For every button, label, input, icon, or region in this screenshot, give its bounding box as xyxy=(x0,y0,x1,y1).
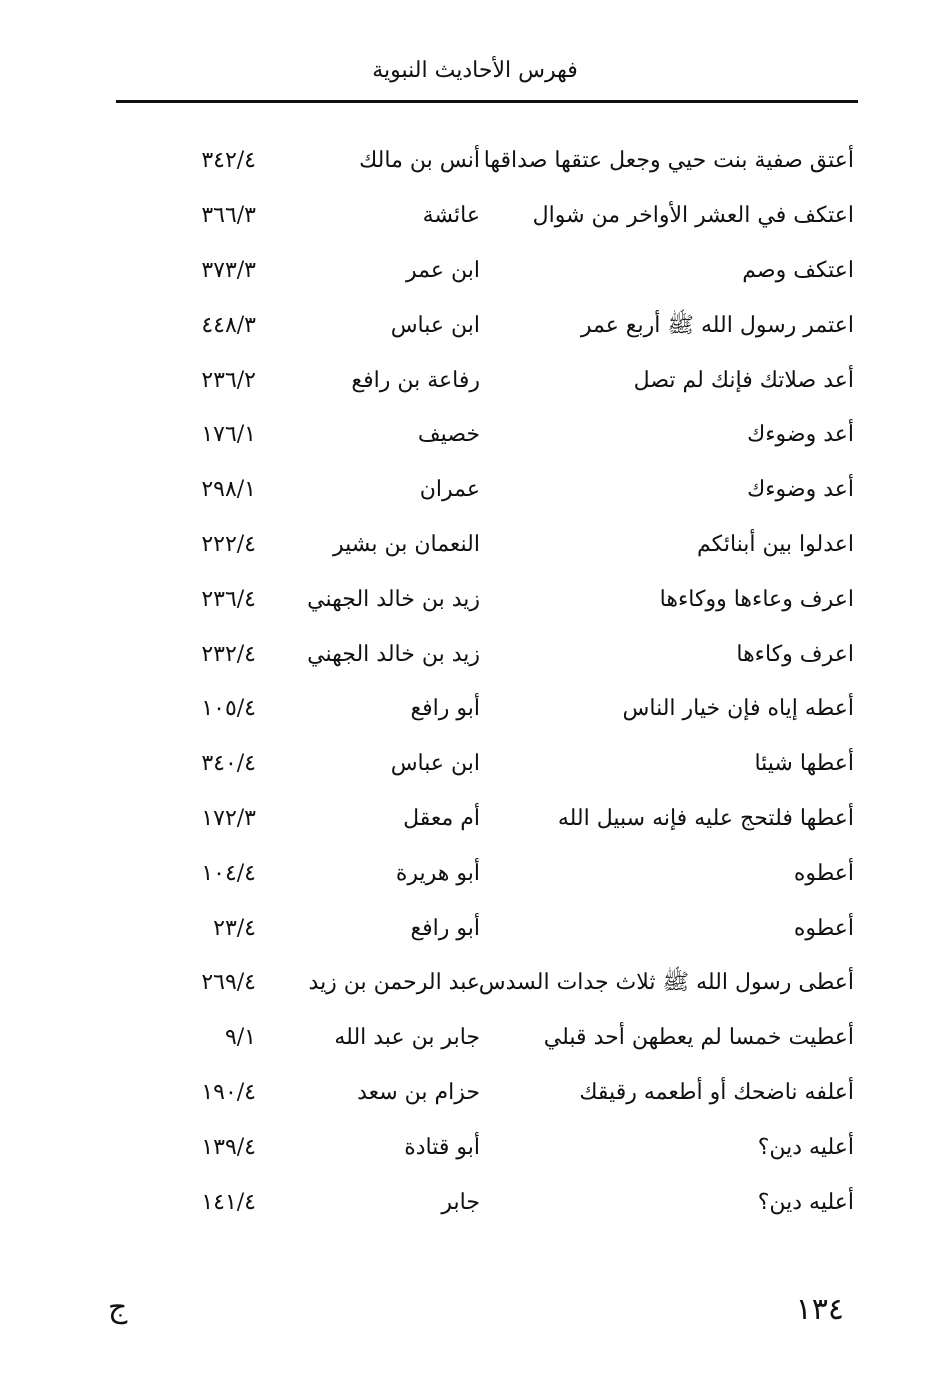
hadith-text: أعطها شيئا xyxy=(754,750,854,776)
list-item xyxy=(0,463,950,518)
volume-page-ref: ٢٦٩/٤ xyxy=(201,970,256,996)
volume-page-ref: ١٧٢/٣ xyxy=(201,805,256,831)
list-item xyxy=(0,572,950,627)
list-item xyxy=(0,134,950,189)
hadith-text: اعدلوا بين أبنائكم xyxy=(697,531,854,557)
volume-page-ref: ٢٢٢/٤ xyxy=(201,531,256,557)
narrator-name: عائشة xyxy=(422,202,480,228)
list-item xyxy=(0,1175,950,1230)
volume-page-ref: ٣٤٠/٤ xyxy=(201,750,256,776)
hadith-text: اعرف وعاءها ووكاءها xyxy=(659,586,854,612)
narrator-name: زيد بن خالد الجهني xyxy=(307,586,480,612)
volume-page-ref: ٢٣٦/٤ xyxy=(201,586,256,612)
volume-page-ref: ٢٣/٤ xyxy=(213,915,256,941)
list-item xyxy=(0,518,950,573)
volume-page-ref: ٢٣٢/٤ xyxy=(201,641,256,667)
narrator-name: أم معقل xyxy=(403,805,480,831)
hadith-text: أعطها فلتحج عليه فإنه سبيل الله xyxy=(557,805,854,831)
list-item xyxy=(0,792,950,847)
narrator-name: النعمان بن بشير xyxy=(332,531,480,557)
hadith-text: اعتكف في العشر الأواخر من شوال xyxy=(532,202,854,228)
volume-page-ref: ١٩٠/٤ xyxy=(201,1079,256,1105)
hadith-text: أعد صلاتك فإنك لم تصل xyxy=(633,367,854,393)
list-item xyxy=(0,189,950,244)
list-item xyxy=(0,1066,950,1121)
narrator-name: زيد بن خالد الجهني xyxy=(307,641,480,667)
list-item xyxy=(0,682,950,737)
volume-page-ref: ٢٩٨/١ xyxy=(201,476,256,502)
list-item xyxy=(0,737,950,792)
hadith-text: اعرف وكاءها xyxy=(736,641,854,667)
narrator-name: أبو رافع xyxy=(410,696,480,722)
hadith-text: أعد وضوءك xyxy=(747,422,854,448)
list-item xyxy=(0,846,950,901)
hadith-text: أعد وضوءك xyxy=(747,476,854,502)
list-item xyxy=(0,956,950,1011)
narrator-name: ابن عباس xyxy=(390,312,480,338)
narrator-name: أبو رافع xyxy=(410,915,480,941)
list-item xyxy=(0,627,950,682)
list-item xyxy=(0,408,950,463)
page-title: فهرس الأحاديث النبوية xyxy=(372,58,578,83)
hadith-text: أعتق صفية بنت حيي وجعل عتقها صداقها xyxy=(483,148,854,174)
volume-page-ref: ٤٤٨/٣ xyxy=(201,312,256,338)
narrator-name: رفاعة بن رافع xyxy=(351,367,480,393)
hadith-text: أعليه دين؟ xyxy=(757,1189,854,1215)
volume-page-ref: ١٠٤/٤ xyxy=(201,860,256,886)
narrator-name: خصيف xyxy=(417,422,480,448)
volume-page-ref: ٩/١ xyxy=(224,1024,256,1050)
hadith-text: أعطى رسول الله ﷺ ثلاث جدات السدس xyxy=(478,970,854,996)
volume-page-ref: ٢٣٦/٢ xyxy=(201,367,256,393)
narrator-name: ابن عباس xyxy=(390,750,480,776)
hadith-text: أعطه إياه فإن خيار الناس xyxy=(622,696,854,722)
list-item xyxy=(0,901,950,956)
volume-page-ref: ١٤١/٤ xyxy=(201,1189,256,1215)
volume-page-ref: ١٠٥/٤ xyxy=(201,696,256,722)
hadith-text: أعليه دين؟ xyxy=(757,1134,854,1160)
list-item xyxy=(0,298,950,353)
volume-page-ref: ٣٧٣/٣ xyxy=(201,257,256,283)
narrator-name: أنس بن مالك xyxy=(359,148,480,174)
page-number: ١٣٤ xyxy=(795,1292,844,1327)
volume-page-ref: ١٣٩/٤ xyxy=(201,1134,256,1160)
list-item xyxy=(0,1011,950,1066)
list-item xyxy=(0,353,950,408)
narrator-name: عبد الرحمن بن زيد xyxy=(308,970,480,996)
hadith-index-list xyxy=(0,134,950,1230)
volume-page-ref: ١٧٦/١ xyxy=(201,422,256,448)
hadith-text: أعطوه xyxy=(793,860,854,886)
hadith-text: اعتمر رسول الله ﷺ أربع عمر xyxy=(580,312,854,338)
narrator-name: عمران xyxy=(419,476,480,502)
narrator-name: جابر بن عبد الله xyxy=(334,1024,480,1050)
list-item xyxy=(0,244,950,299)
volume-page-ref: ٣٤٢/٤ xyxy=(201,148,256,174)
narrator-name: ابن عمر xyxy=(406,257,480,283)
narrator-name: جابر xyxy=(441,1189,480,1215)
volume-page-ref: ٣٦٦/٣ xyxy=(201,202,256,228)
hadith-text: اعتكف وصم xyxy=(742,257,854,283)
hadith-text: أعطيت خمسا لم يعطهن أحد قبلي xyxy=(543,1024,854,1050)
hadith-text: أعطوه xyxy=(793,915,854,941)
signature-mark: ج xyxy=(108,1290,128,1325)
narrator-name: أبو قتادة xyxy=(404,1134,480,1160)
narrator-name: حزام بن سعد xyxy=(357,1079,480,1105)
header-rule xyxy=(116,100,858,103)
hadith-text: أعلفه ناضحك أو أطعمه رقيقك xyxy=(579,1079,854,1105)
narrator-name: أبو هريرة xyxy=(395,860,480,886)
list-item xyxy=(0,1120,950,1175)
